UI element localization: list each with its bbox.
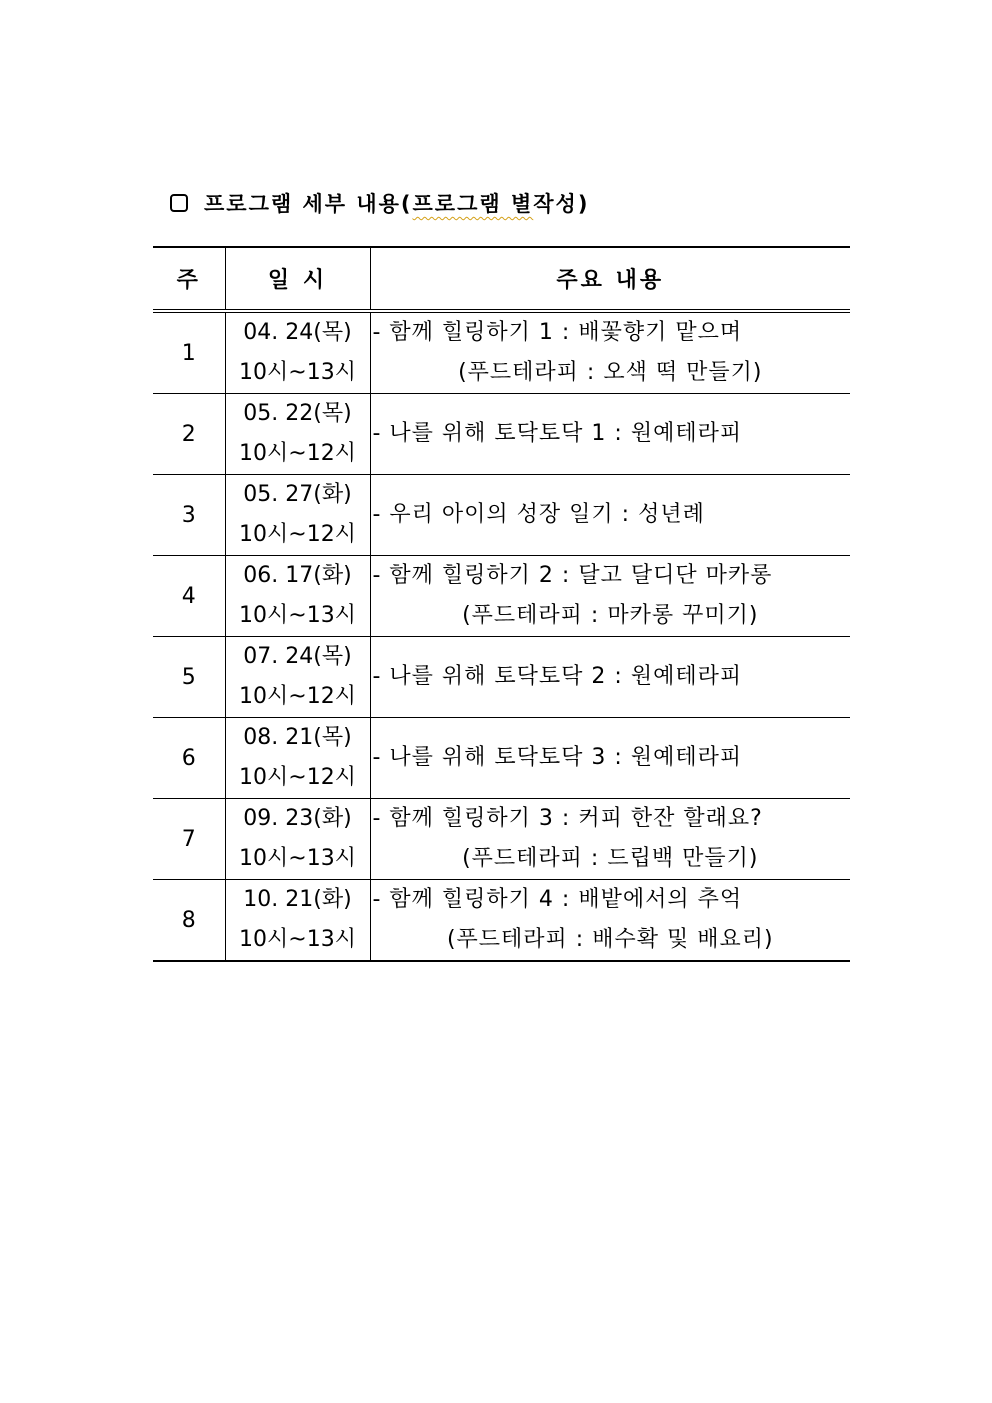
time-text: 10시~12시: [239, 684, 356, 709]
content-cell: [370, 394, 850, 475]
content-cell: [370, 311, 850, 394]
datetime-cell: [225, 394, 370, 475]
table-row: [153, 394, 850, 475]
time-text: 10시~13시: [239, 927, 356, 952]
table-header-row: [153, 247, 850, 311]
heading-underlined: 프로그램 별: [412, 192, 534, 216]
content-detail-text: (푸드테라피 : 드립백 만들기): [462, 846, 759, 871]
date-text: 07. 24(목): [243, 644, 352, 669]
section-heading: [170, 188, 589, 218]
date-text: 05. 27(화): [243, 482, 352, 507]
datetime-cell: [225, 556, 370, 637]
time-text: 10시~13시: [239, 603, 356, 628]
content-main-text: - 함께 힐링하기 4 : 배밭에서의 추억: [372, 887, 743, 912]
content-cell: [370, 556, 850, 637]
table-row: [153, 311, 850, 394]
week-cell: 3: [153, 475, 225, 556]
date-text: 06. 17(화): [243, 563, 352, 588]
content-detail-text: (푸드테라피 : 오색 떡 만들기): [458, 360, 763, 385]
week-cell: 8: [153, 880, 225, 962]
header-datetime: 일 시: [225, 247, 370, 311]
program-schedule-table: [153, 246, 850, 962]
datetime-cell: [225, 311, 370, 394]
content-cell: [370, 718, 850, 799]
time-text: 10시~12시: [239, 522, 356, 547]
heading-prefix: 프로그램 세부 내용(: [204, 192, 413, 216]
heading-suffix: 작성): [533, 192, 590, 216]
week-cell: 1: [153, 311, 225, 394]
content-main-text: - 우리 아이의 성장 일기 : 성년례: [372, 502, 705, 527]
date-text: 04. 24(목): [243, 320, 352, 345]
content-detail-text: (푸드테라피 : 마카롱 꾸미기): [462, 603, 759, 628]
content-main-text: - 나를 위해 토닥토닥 2 : 원예테라피: [372, 664, 743, 689]
date-text: 10. 21(화): [243, 887, 352, 912]
time-text: 10시~12시: [239, 441, 356, 466]
datetime-cell: [225, 718, 370, 799]
week-cell: 5: [153, 637, 225, 718]
content-cell: [370, 880, 850, 962]
checkbox-icon: [170, 194, 188, 212]
content-main-text: - 나를 위해 토닥토닥 3 : 원예테라피: [372, 745, 743, 770]
content-detail-text: (푸드테라피 : 배수확 및 배요리): [446, 927, 774, 952]
table-row: [153, 880, 850, 962]
datetime-cell: [225, 880, 370, 962]
time-text: 10시~13시: [239, 846, 356, 871]
table-row: [153, 556, 850, 637]
header-content: 주요 내용: [370, 247, 850, 311]
time-text: 10시~12시: [239, 765, 356, 790]
content-main-text: - 함께 힐링하기 3 : 커피 한잔 할래요?: [372, 806, 763, 831]
content-main-text: - 함께 힐링하기 1 : 배꽃향기 맡으며: [372, 320, 743, 345]
table-row: [153, 718, 850, 799]
content-main-text: - 나를 위해 토닥토닥 1 : 원예테라피: [372, 421, 743, 446]
content-main-text: - 함께 힐링하기 2 : 달고 달디단 마카롱: [372, 563, 773, 588]
content-cell: [370, 799, 850, 880]
time-text: 10시~13시: [239, 360, 356, 385]
date-text: 08. 21(목): [243, 725, 352, 750]
datetime-cell: [225, 637, 370, 718]
content-cell: [370, 637, 850, 718]
week-cell: 4: [153, 556, 225, 637]
week-cell: 7: [153, 799, 225, 880]
week-cell: 2: [153, 394, 225, 475]
datetime-cell: [225, 475, 370, 556]
table-row: [153, 799, 850, 880]
table-row: [153, 637, 850, 718]
header-week: 주: [153, 247, 225, 311]
week-cell: 6: [153, 718, 225, 799]
content-cell: [370, 475, 850, 556]
date-text: 05. 22(목): [243, 401, 352, 426]
datetime-cell: [225, 799, 370, 880]
date-text: 09. 23(화): [243, 806, 352, 831]
table-row: [153, 475, 850, 556]
